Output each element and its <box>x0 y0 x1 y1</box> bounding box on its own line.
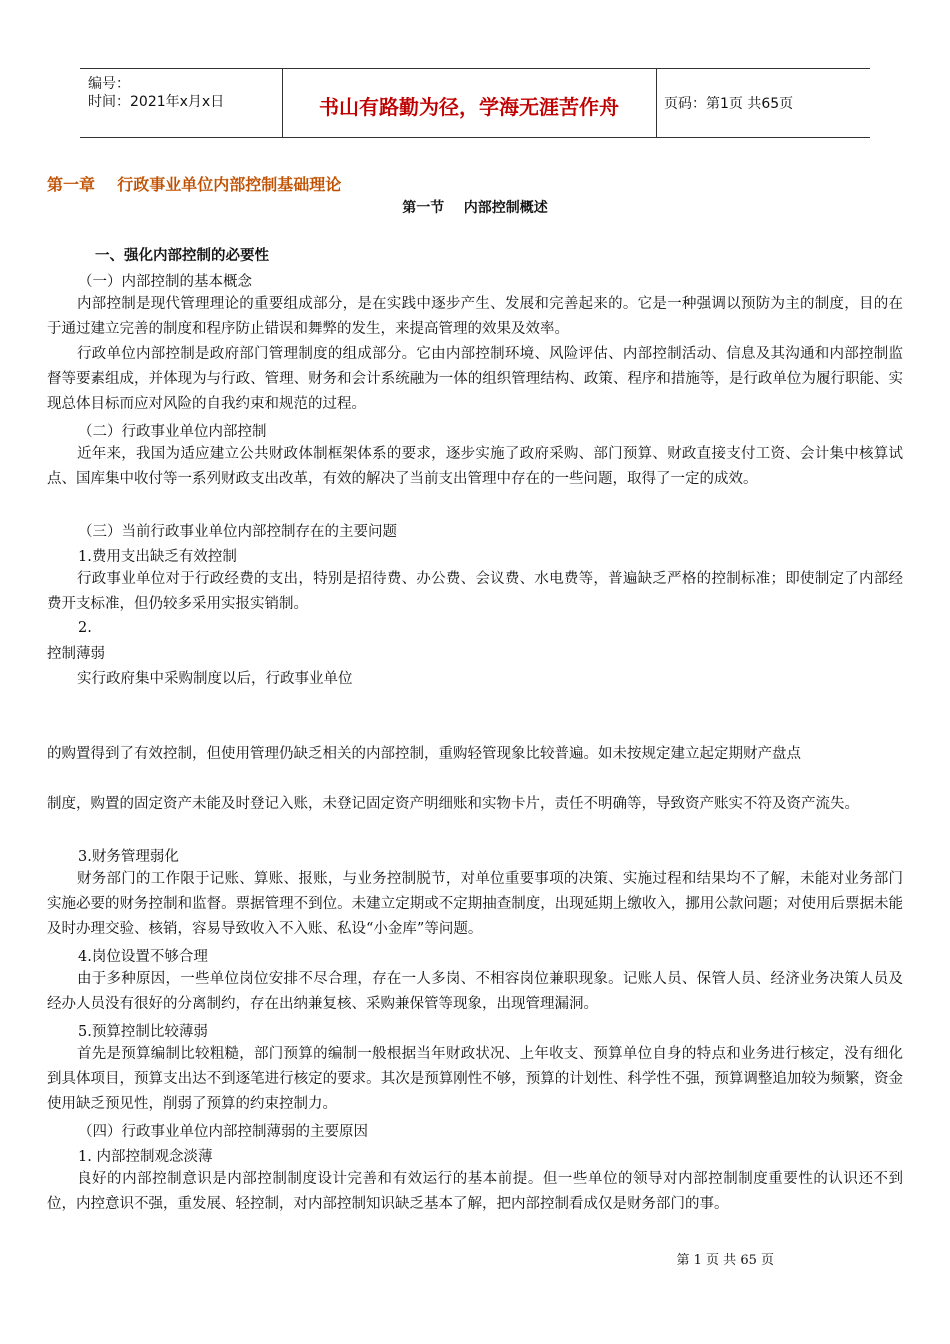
paragraph-asset-management-b: 制度，购置的固定资产未能及时登记入账，未登记固定资产明细账和实物卡片，责任不明确等，导致资产账实不符及资产流失。 <box>47 796 859 812</box>
paragraph-post-setting: 由于多种原因，一些单位岗位安排不尽合理，存在一人多岗、不相容岗位兼职现象。记账人员、保管人员、经济业务决策人员及经办人员没有很好的分离制约，存在出纳兼复核、采购兼保管等现象，出现管理漏洞。 <box>47 971 903 1012</box>
header-motto-cell <box>282 69 657 137</box>
page-header <box>80 68 870 138</box>
header-page-info: 页码：第1页 共65页 <box>664 96 794 112</box>
paragraph-procurement: 实行政府集中采购制度以后，行政事业单位 <box>77 671 353 687</box>
subheading-main-problems: （三）当前行政事业单位内部控制存在的主要问题 <box>78 524 397 540</box>
paragraph-financial: 财务部门的工作限于记账、算账、报账，与业务控制脱节，对单位重要事项的决策、实施过程和结果均不了解，未能对业务部门实施必要的财务控制和监督。票据管理不到位。未建立定期或不定期抽查制度，出现延期上缴收入，挪用公款问题；对使用后票据未能及时办理交验、核销，容易导致收入不入账、私设“小金库”等问题。 <box>47 871 903 937</box>
item-expense-control: 1.费用支出缺乏有效控制 <box>78 549 237 565</box>
paragraph-concept: 内部控制是现代管理理论的重要组成部分，是在实践中逐步产生、发展和完善起来的。它是一种强调以预防为主的制度，目的在于通过建立完善的制度和程序防止错误和舞弊的发生，来提高管理的效果及效率。 <box>47 296 903 337</box>
paragraph-expense: 行政事业单位对于行政经费的支出，特别是招待费、办公费、会议费、水电费等，普遍缺乏严格的控制标准；即使制定了内部经费开支标准，但仍较多采用实报实销制。 <box>47 571 903 612</box>
chapter-title: 第一章 行政事业单位内部控制基础理论 <box>47 175 342 194</box>
section-title: 第一节 内部控制概述 <box>402 200 548 216</box>
item-weak-concept: 1. 内部控制观念淡薄 <box>78 1149 213 1165</box>
item-2-number: 2. <box>78 620 92 636</box>
footer-page-number: 第 1 页 共 65 页 <box>676 1253 774 1268</box>
subheading-main-reasons: （四）行政事业单位内部控制薄弱的主要原因 <box>78 1124 368 1140</box>
header-page-cell <box>656 69 870 137</box>
item-2-text: 控制薄弱 <box>47 646 105 662</box>
item-financial-management: 3.财务管理弱化 <box>78 849 179 865</box>
heading-necessity: 一、强化内部控制的必要性 <box>95 248 269 264</box>
document-date-label: 时间：2021年x月x日 <box>88 94 225 110</box>
paragraph-awareness: 良好的内部控制意识是内部控制制度设计完善和有效运行的基本前提。但一些单位的领导对内部控制制度重要性的认识还不到位，内控意识不强，重发展、轻控制，对内部控制知识缺乏基本了解，把内部控制看成仅是财务部门的事。 <box>47 1171 903 1212</box>
subheading-basic-concept: （一）内部控制的基本概念 <box>78 274 252 290</box>
item-post-setting: 4.岗位设置不够合理 <box>78 949 208 965</box>
header-motto: 书山有路勤为径，学海无涯苦作舟 <box>319 95 619 119</box>
paragraph-reform: 近年来，我国为适应建立公共财政体制框架体系的要求，逐步实施了政府采购、部门预算、财政直接支付工资、会计集中核算试点、国库集中收付等一系列财政支出改革，有效的解决了当前支出管理中存在的一些问题，取得了一定的成效。 <box>47 446 903 487</box>
subheading-admin-unit-control: （二）行政事业单位内部控制 <box>78 424 267 440</box>
paragraph-admin-control: 行政单位内部控制是政府部门管理制度的组成部分。它由内部控制环境、风险评估、内部控制活动、信息及其沟通和内部控制监督等要素组成，并体现为与行政、管理、财务和会计系统融为一体的组织管理结构、政策、程序和措施等，是行政单位为履行职能、实现总体目标而应对风险的自我约束和规范的过程。 <box>47 346 903 412</box>
item-budget-control: 5.预算控制比较薄弱 <box>78 1024 208 1040</box>
paragraph-budget: 首先是预算编制比较粗糙，部门预算的编制一般根据当年财政状况、上年收支、预算单位自身的特点和业务进行核定，没有细化到具体项目，预算支出达不到逐笔进行核定的要求。其次是预算刚性不够，预算的计划性、科学性不强，预算调整追加较为频繁，资金使用缺乏预见性，削弱了预算的约束控制力。 <box>47 1046 903 1112</box>
paragraph-asset-management-a: 的购置得到了有效控制，但使用管理仍缺乏相关的内部控制，重购轻管现象比较普遍。如未按规定建立起定期财产盘点 <box>47 746 801 762</box>
document-code-label: 编号： <box>88 76 130 92</box>
header-meta-cell <box>80 69 283 137</box>
